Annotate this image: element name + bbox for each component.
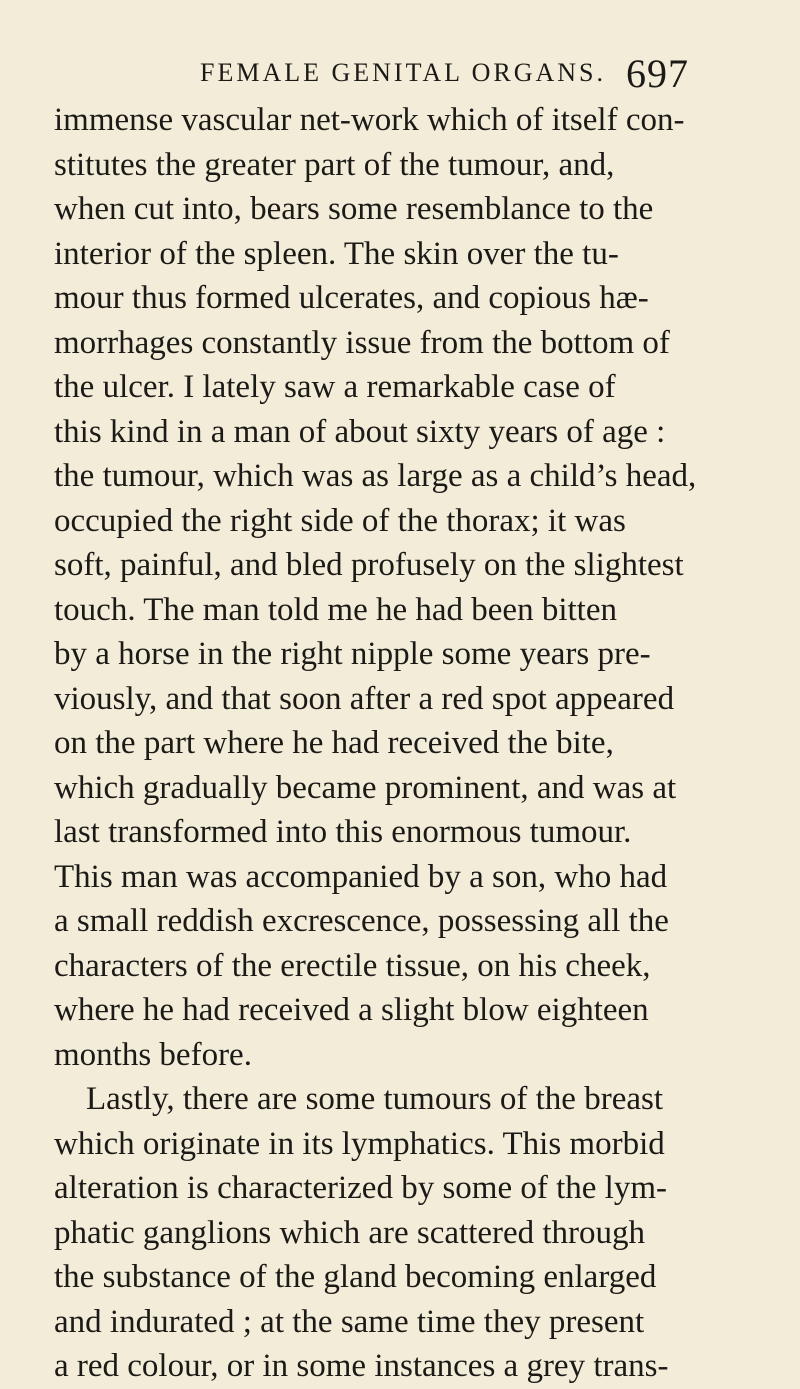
text-line: interior of the spleen. The skin over the tu- <box>54 235 619 272</box>
text-line: stitutes the greater part of the tumour, and, <box>54 146 615 183</box>
text-line: immense vascular net-work which of itself con- <box>54 102 685 138</box>
text-line: and indurated ; at the same time they present <box>54 1303 645 1340</box>
text-line: on the part where he had received the bite, <box>54 725 614 761</box>
text-line: which originate in its lymphatics. This morbid <box>54 1125 665 1162</box>
text-line: morrhages constantly issue from the bottom of <box>54 324 670 361</box>
text-line: characters of the erectile tissue, on his cheek, <box>54 947 651 984</box>
text-line: months before. <box>54 1036 252 1073</box>
text-line: last transformed into this enormous tumour. <box>54 814 632 850</box>
text-line: when cut into, bears some resemblance to the <box>54 191 654 227</box>
text-line: touch. The man told me he had been bitten <box>54 591 617 628</box>
text-line: the substance of the gland becoming enlarged <box>54 1259 657 1295</box>
text-line: where he had received a slight blow eighteen <box>54 992 649 1028</box>
page-number: 697 <box>626 51 689 96</box>
text-line: viously, and that soon after a red spot appeared <box>54 680 675 717</box>
running-head <box>0 51 800 96</box>
text-line: alteration is characterized by some of the lym- <box>54 1170 667 1206</box>
text-line: a red colour, or in some instances a grey trans- <box>54 1348 669 1384</box>
text-line: by a horse in the right nipple some years pre- <box>54 636 651 672</box>
text-line: mour thus formed ulcerates, and copious hæ- <box>54 280 649 316</box>
text-line: This man was accompanied by a son, who had <box>54 858 668 895</box>
text-line: which gradually became prominent, and was at <box>54 769 677 806</box>
text-line: the tumour, which was as large as a child’s head, <box>54 458 697 494</box>
text-line: a small reddish excrescence, possessing all the <box>54 903 669 939</box>
running-title: FEMALE GENITAL ORGANS. <box>200 58 606 87</box>
text-line: the ulcer. I lately saw a remarkable case of <box>54 369 616 405</box>
body-text <box>54 98 744 1389</box>
text-line: phatic ganglions which are scattered through <box>54 1214 646 1251</box>
text-line: soft, painful, and bled profusely on the slightest <box>54 547 684 583</box>
paragraph-start-line: Lastly, there are some tumours of the breast <box>86 1081 664 1117</box>
text-line: occupied the right side of the thorax; it was <box>54 502 626 539</box>
text-line: this kind in a man of about sixty years of age : <box>54 413 666 450</box>
